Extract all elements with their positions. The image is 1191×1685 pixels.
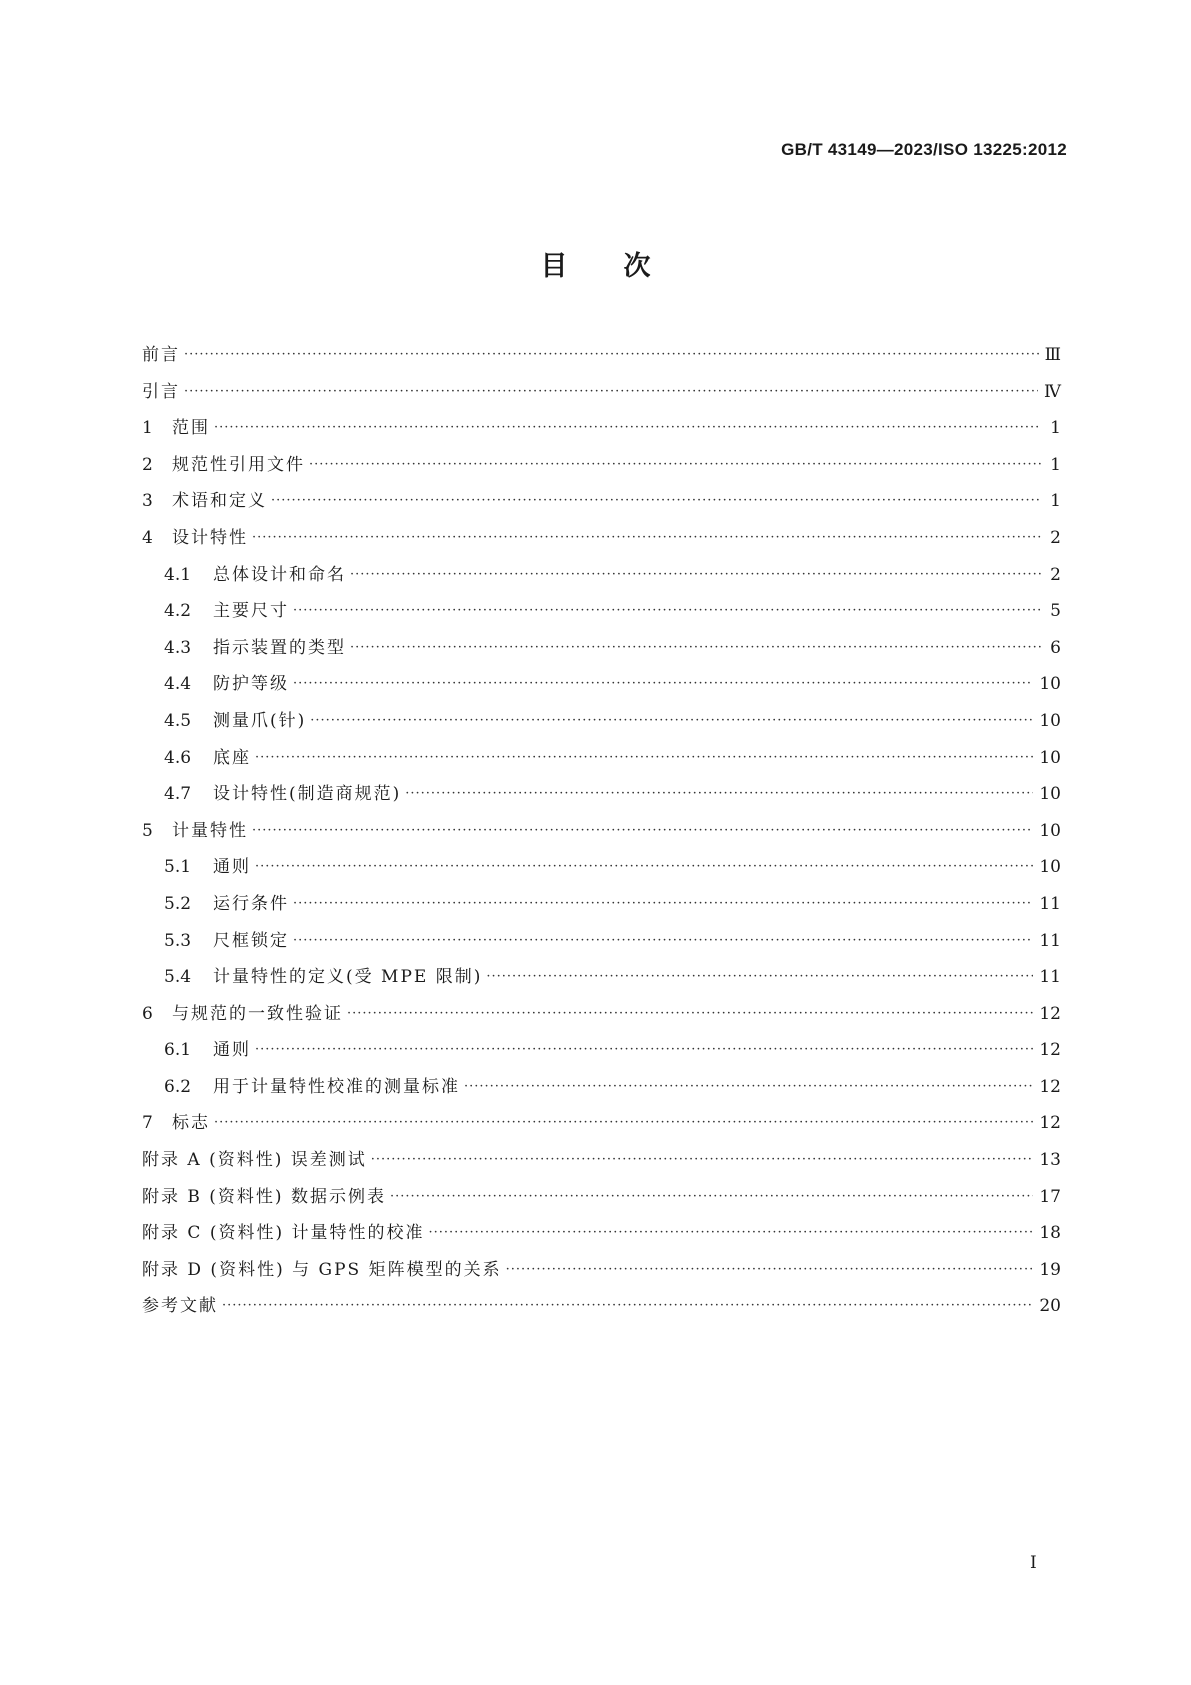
toc-entry-label: 总体设计和命名: [213, 564, 346, 585]
toc-entry-label: 附录 B (资料性) 数据示例表: [142, 1186, 386, 1207]
toc-entry-label: 附录 C (资料性) 计量特性的校准: [142, 1223, 425, 1244]
toc-entry[interactable]: [142, 1142, 1061, 1179]
toc-entry-label: 运行条件: [213, 893, 289, 914]
toc-dot-leader: [310, 703, 1033, 740]
toc-entry-label: 前言: [142, 345, 180, 365]
toc-entry-page: 5: [1050, 601, 1061, 622]
toc-entry-label: 用于计量特性校准的测量标准: [213, 1076, 460, 1097]
toc-entry[interactable]: [142, 593, 1061, 630]
toc-dot-leader: [390, 1179, 1033, 1216]
toc-entry-label: 设计特性: [172, 527, 248, 548]
toc-entry-number: 3: [142, 491, 153, 512]
toc-dot-leader: [271, 483, 1041, 520]
toc-dot-leader: [428, 1215, 1033, 1252]
toc-dot-leader: [293, 886, 1033, 923]
toc-entry-page: 10: [1039, 674, 1061, 695]
toc-entry-number: 5.4: [164, 967, 192, 988]
toc-entry[interactable]: [142, 1252, 1061, 1289]
toc-entry-page: 2: [1050, 564, 1061, 585]
toc-entry[interactable]: [142, 374, 1061, 411]
toc-entry[interactable]: [142, 447, 1061, 484]
toc-entry-number: 4.7: [164, 784, 192, 805]
toc-entry[interactable]: [142, 776, 1061, 813]
table-of-contents: [142, 337, 1061, 1325]
toc-entry-label: 通则: [213, 1040, 251, 1061]
toc-entry-label: 与规范的一致性验证: [172, 1003, 343, 1024]
toc-entry-page: 18: [1039, 1223, 1061, 1244]
toc-entry-label: 标志: [172, 1113, 210, 1134]
toc-dot-leader: [184, 374, 1038, 411]
toc-entry[interactable]: [142, 886, 1061, 923]
toc-entry-label: 指示装置的类型: [213, 637, 346, 658]
toc-dot-leader: [371, 1142, 1034, 1179]
toc-entry-page: 6: [1050, 637, 1061, 658]
toc-entry-page: 20: [1039, 1296, 1061, 1317]
toc-entry-label: 测量爪(针): [213, 710, 307, 731]
toc-entry[interactable]: [142, 630, 1061, 667]
toc-entry-number: 5.1: [164, 857, 192, 878]
toc-entry-page: Ⅳ: [1044, 381, 1061, 402]
toc-dot-leader: [222, 1288, 1033, 1325]
toc-entry-label: 主要尺寸: [213, 601, 289, 622]
toc-entry-label: 底座: [213, 747, 251, 768]
toc-entry-number: 5.2: [164, 893, 192, 914]
toc-entry-number: 6.1: [164, 1040, 192, 1061]
toc-entry-page: 19: [1039, 1259, 1061, 1280]
toc-entry-page: 11: [1039, 893, 1061, 914]
toc-entry-label: 防护等级: [213, 674, 289, 695]
toc-dot-leader: [252, 813, 1033, 850]
toc-entry-page: 13: [1039, 1150, 1061, 1171]
toc-entry-page: Ⅲ: [1044, 345, 1061, 365]
toc-entry-page: 12: [1039, 1076, 1061, 1097]
toc-entry[interactable]: [142, 337, 1061, 374]
toc-entry-page: 10: [1039, 820, 1061, 841]
standard-code: GB/T 43149—2023/ISO 13225:2012: [781, 140, 1067, 159]
toc-entry[interactable]: [142, 1105, 1061, 1142]
toc-dot-leader: [252, 520, 1041, 557]
toc-entry-number: 5.3: [164, 930, 192, 951]
toc-dot-leader: [293, 923, 1033, 960]
toc-dot-leader: [347, 996, 1033, 1033]
toc-dot-leader: [309, 447, 1041, 484]
toc-entry[interactable]: [142, 483, 1061, 520]
toc-entry-page: 1: [1050, 418, 1061, 439]
toc-dot-leader: [350, 557, 1041, 594]
page-title: 目次: [540, 251, 707, 282]
toc-entry[interactable]: [142, 849, 1061, 886]
toc-entry-label: 尺框锁定: [213, 930, 289, 951]
toc-entry[interactable]: [142, 813, 1061, 850]
toc-entry-page: 12: [1039, 1113, 1061, 1134]
toc-entry-page: 10: [1039, 710, 1061, 731]
toc-entry-page: 11: [1039, 930, 1061, 951]
toc-entry[interactable]: [142, 1179, 1061, 1216]
toc-dot-leader: [214, 1105, 1033, 1142]
toc-entry[interactable]: [142, 959, 1061, 996]
toc-entry-label: 规范性引用文件: [172, 454, 305, 475]
toc-entry[interactable]: [142, 1215, 1061, 1252]
toc-entry-page: 12: [1039, 1003, 1061, 1024]
toc-entry-page: 12: [1039, 1040, 1061, 1061]
toc-entry-label: 附录 D (资料性) 与 GPS 矩阵模型的关系: [142, 1259, 502, 1280]
toc-entry-number: 6: [142, 1003, 153, 1024]
toc-dot-leader: [506, 1252, 1034, 1289]
toc-entry-page: 17: [1039, 1186, 1061, 1207]
toc-entry-number: 4.6: [164, 747, 192, 768]
toc-entry-label: 术语和定义: [172, 491, 267, 512]
toc-entry-label: 计量特性的定义(受 MPE 限制): [213, 967, 483, 988]
toc-dot-leader: [214, 410, 1041, 447]
toc-entry-number: 4: [142, 527, 153, 548]
toc-entry-page: 2: [1050, 527, 1061, 548]
toc-entry-page: 10: [1039, 747, 1061, 768]
toc-entry-number: 2: [142, 454, 153, 475]
toc-dot-leader: [255, 740, 1033, 777]
toc-entry-number: 4.2: [164, 601, 192, 622]
toc-dot-leader: [184, 337, 1039, 374]
toc-entry-label: 范围: [172, 418, 210, 439]
toc-entry-number: 4.3: [164, 637, 192, 658]
toc-dot-leader: [350, 630, 1041, 667]
toc-entry-label: 参考文献: [142, 1296, 218, 1317]
toc-entry-number: 1: [142, 418, 153, 439]
toc-entry-number: 6.2: [164, 1076, 192, 1097]
toc-entry[interactable]: [142, 410, 1061, 447]
toc-entry[interactable]: [142, 666, 1061, 703]
toc-entry[interactable]: [142, 703, 1061, 740]
toc-entry-number: 4.5: [164, 710, 192, 731]
toc-entry-number: 4.1: [164, 564, 192, 585]
toc-dot-leader: [293, 593, 1041, 630]
toc-entry-page: 1: [1050, 454, 1061, 475]
toc-entry[interactable]: [142, 923, 1061, 960]
toc-entry-label: 计量特性: [172, 820, 248, 841]
toc-entry-label: 设计特性(制造商规范): [213, 784, 402, 805]
toc-entry-label: 引言: [142, 381, 180, 402]
toc-entry[interactable]: [142, 557, 1061, 594]
toc-entry-number: 5: [142, 820, 153, 841]
toc-dot-leader: [293, 666, 1033, 703]
toc-entry[interactable]: [142, 740, 1061, 777]
toc-entry-label: 通则: [213, 857, 251, 878]
toc-entry-number: 7: [142, 1113, 153, 1134]
toc-dot-leader: [255, 1032, 1033, 1069]
toc-entry[interactable]: [142, 1069, 1061, 1106]
toc-dot-leader: [464, 1069, 1033, 1106]
toc-entry[interactable]: [142, 996, 1061, 1033]
toc-entry-page: 11: [1039, 967, 1061, 988]
toc-entry-page: 1: [1050, 491, 1061, 512]
toc-entry-number: 4.4: [164, 674, 192, 695]
toc-entry[interactable]: [142, 520, 1061, 557]
toc-entry-label: 附录 A (资料性) 误差测试: [142, 1150, 367, 1171]
toc-entry-page: 10: [1039, 784, 1061, 805]
page-number: I: [1030, 1553, 1037, 1573]
toc-dot-leader: [405, 776, 1033, 813]
toc-entry[interactable]: [142, 1288, 1061, 1325]
toc-entry[interactable]: [142, 1032, 1061, 1069]
toc-dot-leader: [486, 959, 1033, 996]
toc-dot-leader: [255, 849, 1033, 886]
toc-entry-page: 10: [1039, 857, 1061, 878]
